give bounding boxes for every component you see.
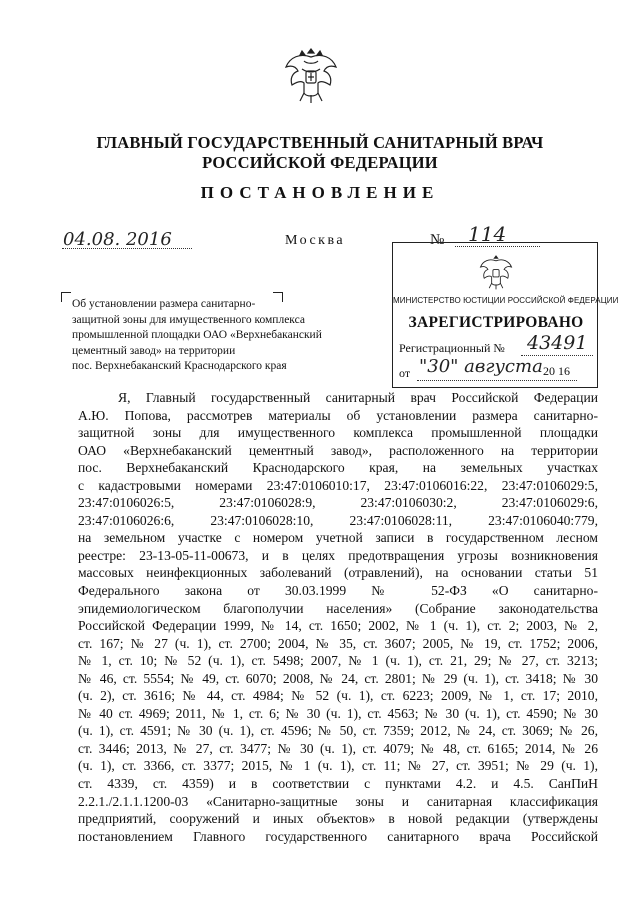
issuer-title-line1: ГЛАВНЫЙ ГОСУДАРСТВЕННЫЙ САНИТАРНЫЙ ВРАЧ [96,133,544,152]
number-label: № [430,232,445,248]
body-line: 23:47:0106026:5, 23:47:0106028:9, 23:47:0106030:2, 23:47:0106029:6, [78,495,598,511]
body-line: Я, Главный государственный санитарный врач Российской Федерации [118,390,598,405]
stamp-registered: ЗАРЕГИСТРИРОВАНО [408,314,584,331]
body-line: Российской Федерации 1999, № 14, ст. 1650; 2002, № 1 (ч. 1), ст. 2; 2003, № 2, [78,618,598,634]
body-line: предприятий, сооружений и иных объектов» в новой редакции (утверждены [78,811,598,827]
body-line: ОАО «Верхнебаканский цементный завод», расположенного на территории [78,442,598,458]
document-type-title: ПОСТАНОВЛЕНИЕ [200,183,440,202]
body-line: 23:47:0106026:6, 23:47:0106028:10, 23:47:0106028:11, 23:47:0106040:779, [78,512,598,528]
body-line: постановлением Главного государственного санитарного врача Российской [78,828,598,844]
body-line: массовых неинфекционных заболеваний (отравлений), на основании статьи 51 [78,565,598,581]
stamp-date: "30" августа [419,356,543,377]
body-line: (ч. 1), ст. 4591; № 30 (ч. 1), ст. 4596; № 50, ст. 7359; 2012, № 24, ст. 3069; № 26, [78,723,598,739]
stamp-ministry: МИНИСТЕРСТВО ЮСТИЦИИ РОССИЙСКОЙ ФЕДЕРАЦИИ [393,296,619,305]
body-line: ст. 3446; 2013, № 27, ст. 3477; № 30 (ч. 1), ст. 4079; № 48, ст. 6165; 2014, № 26 [78,740,598,756]
subject-line: Об установлении размера санитарно- [72,298,256,310]
body-line: А.Ю. Попова, рассмотрев материалы об установлении размера санитарно- [78,407,598,423]
subject-bracket-left [61,292,71,302]
body-line: Федерального закона от 30.03.1999 № 52-ФЗ «О санитарно- [78,583,598,599]
stamp-year: 20 16 [543,364,570,378]
document-number: 114 [468,222,507,246]
registration-stamp [392,242,619,388]
stamp-from-label: от [399,366,411,380]
document-city: Москва [285,233,346,248]
body-line: пос. Верхнебаканский Краснодарского края, на земельных участках [78,460,598,476]
stamp-reg-number: 43491 [527,332,588,354]
subject-line: промышленной площадки ОАО «Верхнебаканский [72,329,322,341]
body-line: на земельном участке с номером учетной записи в государственном лесном [78,530,598,546]
body-line: № 46, ст. 5554; № 49, ст. 6070; 2008, № 24, ст. 2801; № 29 (ч. 1), ст. 3418; № 30 [78,670,598,686]
body-line: с кадастровыми номерами 23:47:0106010:17, 23:47:0106016:22, 23:47:0106029:5, [78,477,598,493]
issuer-title-line2: РОССИЙСКОЙ ФЕДЕРАЦИИ [202,153,438,172]
subject-line: цементный завод» на территории [72,344,236,357]
body-line: № 1, ст. 10; № 52 (ч. 1), ст. 5498; 2007, № 1 (ч. 1), ст. 21, 29; № 27, ст. 3213; [78,653,598,669]
stamp-coat-of-arms-icon [478,251,514,293]
body-line: защитной зоны для имущественного комплекса промышленной площадки [78,425,598,441]
document-body [78,389,598,845]
subject-line: пос. Верхнебаканский Краснодарского края [72,360,287,372]
document-date: 04.08. 2016 [63,229,172,250]
body-line: 2.2.1./2.1.1.1200-03 «Санитарно-защитные зоны и санитарная классификация [78,793,598,809]
body-line: эпидемиологическом благополучии населения» (Собрание законодательства [78,600,598,616]
subject-line: защитной зоны для имущественного комплекса [72,313,305,326]
body-line: (ч. 2), ст. 3616; № 44, ст. 4984; № 52 (ч. 1), ст. 6223; 2009, № 1, ст. 17; 2010, [78,688,598,704]
body-line: ст. 167; № 27 (ч. 1), ст. 2700; 2004, № 35, ст. 3607; 2005, № 19, ст. 1752; 2006, [78,635,598,651]
stamp-date-underline [417,380,577,381]
body-line: (ч. 1), ст. 3366, ст. 3377; 2015, № 1 (ч. 1), ст. 11; № 27, ст. 3951; № 29 (ч. 1), [78,758,598,774]
body-line: реестре: 23-13-05-11-00673, и в целях предотвращения угрозы возникновения [78,547,598,563]
document-subject [72,297,322,375]
stamp-reg-number-label: Регистрационный № [399,341,505,355]
body-line: ст. 4339, ст. 4359) и в соответствии с пунктами 4.2. и 4.5. СанПиН [78,776,598,792]
date-underline [62,248,192,249]
body-line: № 40 ст. 4969; 2011, № 1, ст. 6; № 30 (ч. 1), ст. 4563; № 30 (ч. 1), ст. 4590; № 30 [78,705,598,721]
coat-of-arms-icon [282,43,340,107]
